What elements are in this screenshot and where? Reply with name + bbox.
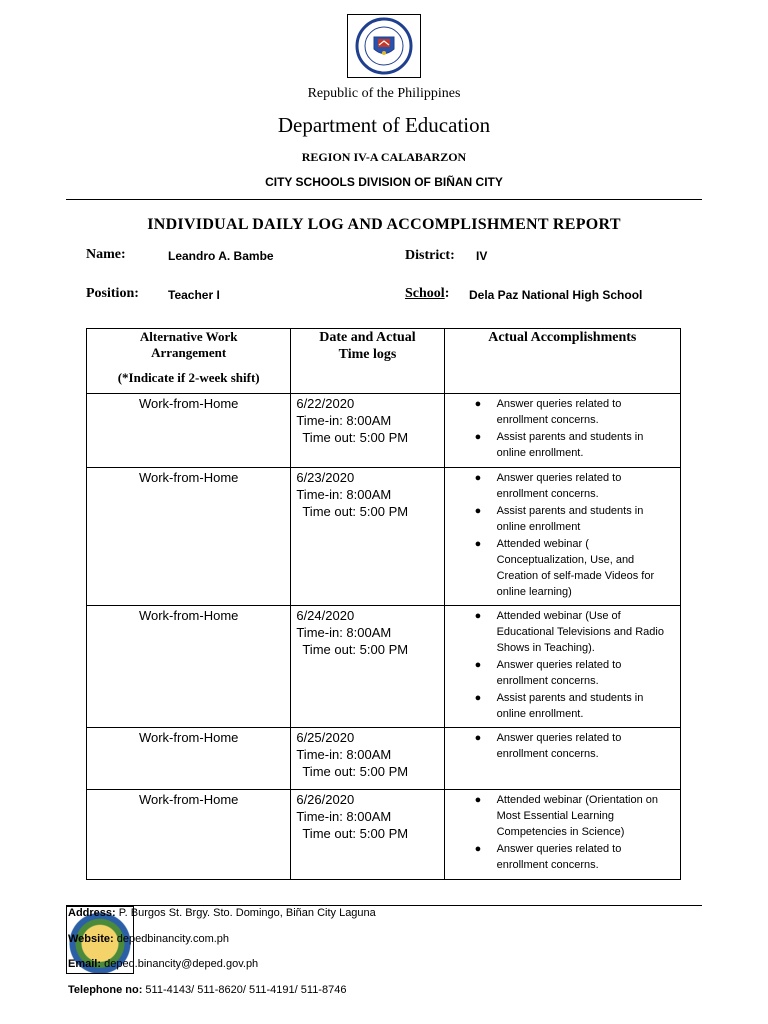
bullet-icon: ●: [474, 659, 482, 671]
position-label: Position:: [86, 286, 139, 301]
bullet-icon: ●: [474, 472, 482, 484]
bullet-icon: ●: [474, 843, 482, 855]
accomplishment-text: Answer queries related to enrollment concerns.: [496, 398, 622, 426]
log-time-in: Time-in: 8:00AM: [296, 413, 392, 428]
email-value[interactable]: deped.binancity@deped.gov.ph: [104, 958, 259, 970]
table-row: [87, 468, 681, 606]
arrangement-cell: Work-from-Home: [87, 606, 291, 728]
bullet-icon: ●: [474, 610, 482, 622]
school-value: Dela Paz National High School: [469, 288, 643, 302]
website-label: Website: [68, 933, 110, 945]
log-time-out: Time out: 5:00 PM: [302, 826, 409, 841]
telephone-line: Telephone no: 511-4143/ 511-8620/ 511-4191/ 511-8746: [68, 984, 347, 996]
accomplishment-item: [445, 536, 674, 600]
log-time-in: Time-in: 8:00AM: [296, 625, 392, 640]
accomplishment-item: [445, 792, 674, 840]
bullet-icon: ●: [474, 794, 482, 806]
region-text: REGION IV-A CALABARZON: [301, 150, 467, 164]
table-row: [87, 606, 681, 728]
position-value: Teacher I: [168, 288, 220, 302]
accomplishments-cell: [444, 790, 680, 880]
header-col2-line2: Time logs: [338, 347, 397, 362]
log-date: 6/22/2020: [296, 396, 355, 411]
accomplishment-item: [445, 608, 674, 656]
accomplishment-item: [445, 657, 674, 689]
telephone-value: 511-4143/ 511-8620/ 511-4191/ 511-8746: [145, 984, 347, 996]
accomplishment-text: Assist parents and students in online enrollment: [496, 505, 644, 533]
header-col1-line2: Arrangement: [151, 345, 227, 360]
district-value: IV: [476, 249, 488, 263]
accomplishment-text: Attended webinar (Orientation on Most Essential Learning Competencies in Science): [496, 794, 659, 838]
bullet-icon: ●: [474, 398, 482, 410]
accomplishment-text: Assist parents and students in online enrollment.: [496, 692, 644, 720]
log-date: 6/24/2020: [296, 608, 355, 623]
accomplishment-text: Answer queries related to enrollment concerns.: [496, 472, 622, 500]
school-label-colon: :: [444, 286, 450, 301]
accomplishment-list: [445, 470, 674, 600]
table-row: [87, 728, 681, 790]
accomplishments-cell: [444, 394, 680, 468]
accomplishment-item: [445, 396, 674, 428]
accomplishment-text: Assist parents and students in online enrollment.: [496, 431, 644, 459]
bullet-icon: ●: [474, 692, 482, 704]
arrangement-cell: Work-from-Home: [87, 394, 291, 468]
log-date: 6/26/2020: [296, 792, 355, 807]
accomplishments-cell: [444, 728, 680, 790]
log-time-in: Time-in: 8:00AM: [296, 487, 392, 502]
school-label-text: School: [405, 286, 445, 301]
address-value: P. Burgos St. Brgy. Sto. Domingo, Biñan City Laguna: [118, 907, 376, 919]
accomplishment-item: [445, 690, 674, 722]
date-time-cell: [291, 606, 444, 728]
date-time-cell: [291, 394, 444, 468]
header-work-arrangement: [87, 329, 291, 394]
accomplishment-text: Attended webinar (Use of Educational Televisions and Radio Shows in Teaching).: [496, 610, 664, 654]
log-time-in: Time-in: 8:00AM: [296, 809, 392, 824]
accomplishment-item: [445, 470, 674, 502]
accomplishment-item: [445, 841, 674, 873]
header-col3-text: Actual Accomplishments: [488, 330, 637, 345]
daily-log-table: [86, 328, 681, 880]
header-accomplishments: [444, 329, 680, 394]
date-time-cell: [291, 728, 444, 790]
accomplishment-list: [445, 730, 674, 762]
header-col1-note: (*Indicate if 2-week shift): [117, 370, 260, 385]
date-time-cell: [291, 790, 444, 880]
accomplishment-text: Answer queries related to enrollment concerns.: [496, 732, 622, 760]
date-time-cell: [291, 468, 444, 606]
website-line: Website: depedbinancity.com.ph: [68, 933, 230, 945]
header-date-time: [291, 329, 444, 394]
address-label: Address: [68, 907, 113, 919]
deped-seal-logo: [347, 14, 421, 78]
email-line: Email: deped.binancity@deped.gov.ph: [68, 958, 259, 970]
accomplishment-list: [445, 608, 674, 722]
telephone-label: Telephone no: [68, 984, 139, 996]
accomplishment-text: Answer queries related to enrollment concerns.: [496, 843, 622, 871]
arrangement-cell: Work-from-Home: [87, 468, 291, 606]
name-label: Name:: [86, 247, 126, 262]
accomplishments-cell: [444, 468, 680, 606]
accomplishment-item: [445, 503, 674, 535]
header-col2-line1: Date and Actual: [319, 330, 416, 345]
accomplishment-item: [445, 730, 674, 762]
log-date: 6/25/2020: [296, 730, 355, 745]
log-time-out: Time out: 5:00 PM: [302, 430, 409, 445]
seal-emblem-icon: [348, 15, 420, 77]
accomplishment-list: [445, 396, 674, 461]
district-label: District:: [405, 248, 455, 263]
accomplishment-text: Answer queries related to enrollment concerns.: [496, 659, 622, 687]
division-text: CITY SCHOOLS DIVISION OF BIÑAN CITY: [265, 175, 503, 189]
header-divider: [66, 199, 702, 200]
report-title: INDIVIDUAL DAILY LOG AND ACCOMPLISHMENT REPORT: [147, 216, 621, 233]
log-time-out: Time out: 5:00 PM: [302, 504, 409, 519]
bullet-icon: ●: [474, 505, 482, 517]
log-time-in: Time-in: 8:00AM: [296, 747, 392, 762]
log-body: [87, 394, 681, 880]
table-header-row: [87, 329, 681, 394]
table-row: [87, 394, 681, 468]
bullet-icon: ●: [474, 538, 482, 550]
log-date: 6/23/2020: [296, 470, 355, 485]
arrangement-cell: Work-from-Home: [87, 728, 291, 790]
log-time-out: Time out: 5:00 PM: [302, 642, 409, 657]
table-row: [87, 790, 681, 880]
department-title: Department of Education: [277, 113, 491, 137]
arrangement-cell: Work-from-Home: [87, 790, 291, 880]
accomplishment-item: [445, 429, 674, 461]
accomplishment-list: [445, 792, 674, 873]
bullet-icon: ●: [474, 431, 482, 443]
email-label: Email: [68, 958, 98, 970]
website-value[interactable]: depedbinancity.com.ph: [116, 933, 230, 945]
accomplishment-text: Attended webinar ( Conceptualization, Use, and Creation of self-made Videos for online learning): [496, 538, 655, 598]
header-col1-line1: Alternative Work: [139, 329, 238, 344]
address-line: Address: P. Burgos St. Brgy. Sto. Domingo, Biñan City Laguna: [68, 907, 376, 919]
name-value: Leandro A. Bambe: [168, 249, 274, 263]
school-label: [405, 286, 449, 302]
log-time-out: Time out: 5:00 PM: [302, 764, 409, 779]
bullet-icon: ●: [474, 732, 482, 744]
footer-divider: [66, 905, 702, 906]
accomplishments-cell: [444, 606, 680, 728]
republic-text: Republic of the Philippines: [307, 86, 461, 101]
